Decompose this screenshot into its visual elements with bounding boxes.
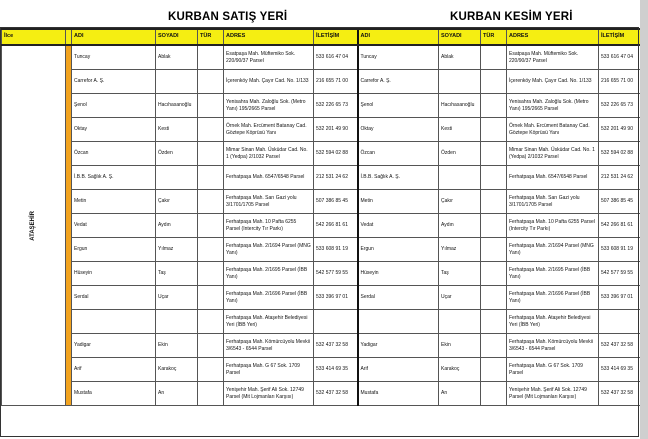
cell-left-adres: Ferhatpaşa Mah. 10 Pafta 6255 Parsel (Intercity Tır Parkı)	[224, 214, 314, 238]
cell-right-adi	[358, 310, 439, 334]
cell-left-soyadi: Karakoç	[156, 358, 198, 382]
cell-left-adres: İçerenköy Mah. Çayır Cad. No. 1/133	[224, 70, 314, 94]
cell-left-tur	[198, 94, 224, 118]
cell-right-iletisim: 533 616 47 04	[599, 45, 641, 70]
cell-right-tur	[481, 45, 507, 70]
cell-right-adres: Ferhatpaşa Mah. 2/1694 Parsel (MNG Yanı)	[507, 238, 599, 262]
table-row	[2, 382, 641, 406]
cell-left-adi: Vedat	[72, 214, 156, 238]
cell-right-tur	[481, 190, 507, 214]
cell-right-soyadi: Ekin	[439, 334, 481, 358]
cell-right-adi: Hüseyin	[358, 262, 439, 286]
cell-left-tur	[198, 238, 224, 262]
table-header-row	[2, 29, 641, 45]
cell-left-soyadi: Taş	[156, 262, 198, 286]
cell-left-tur	[198, 166, 224, 190]
cell-left-adres: Mimar Sinan Mah. Üsküdar Cad. No. 1 (Yedpa) 2/1032 Parsel	[224, 142, 314, 166]
cell-right-adres: Ferhatpaşa Mah. Sarı Gazi yolu 3/1701/1705 Parsel	[507, 190, 599, 214]
cell-right-iletisim: 212 531 24 62	[599, 166, 641, 190]
cell-right-adres: Örnek Mah. Ercüment Batanay Cad. Göztepe Köprüsü Yanı	[507, 118, 599, 142]
cell-right-tur	[481, 262, 507, 286]
cell-left-tur	[198, 334, 224, 358]
cell-right-adres: Ferhatpaşa Mah. Kömürcüyolu Mevkii 3/6543 - 6544 Parsel	[507, 334, 599, 358]
cell-left-soyadi: Ablak	[156, 45, 198, 70]
header-tur-left: TÜR	[198, 29, 224, 45]
cell-right-soyadi	[439, 310, 481, 334]
cell-right-iletisim: 216 655 71 00	[599, 70, 641, 94]
cell-left-iletisim: 533 608 91 19	[314, 238, 358, 262]
table-row	[2, 45, 641, 70]
cell-right-adi: Şenol	[358, 94, 439, 118]
cell-right-iletisim: 532 437 32 58	[599, 382, 641, 406]
cell-right-adres: Ferhatpaşa Mah. 6547/6548 Parsel	[507, 166, 599, 190]
cell-left-iletisim: 542 577 59 55	[314, 262, 358, 286]
cell-right-iletisim: 542 266 81 61	[599, 214, 641, 238]
cell-right-adi: Ergun	[358, 238, 439, 262]
table-row	[2, 238, 641, 262]
cell-right-soyadi: Yılmaz	[439, 238, 481, 262]
cell-left-tur	[198, 45, 224, 70]
table-row	[2, 214, 641, 238]
cell-left-soyadi: Çakır	[156, 190, 198, 214]
cell-left-adi: Metin	[72, 190, 156, 214]
cell-left-adi: Oktay	[72, 118, 156, 142]
cell-right-iletisim: 532 226 65 73	[599, 94, 641, 118]
header-iletisim-right: İLETİŞİM	[599, 29, 641, 45]
listing-table	[1, 28, 641, 406]
table-row	[2, 94, 641, 118]
district-name: ATAŞEHİR	[30, 210, 37, 241]
cell-left-adi: Şenol	[72, 94, 156, 118]
cell-left-adi: Carrefor A. Ş.	[72, 70, 156, 94]
cell-right-soyadi	[439, 166, 481, 190]
cell-left-soyadi: Kesti	[156, 118, 198, 142]
cell-left-adi: Yadigar	[72, 334, 156, 358]
cell-right-tur	[481, 94, 507, 118]
cell-right-soyadi: Taş	[439, 262, 481, 286]
cell-left-adres: Ferhatpaşa Mah. G 67 Sok. 1709 Parsel	[224, 358, 314, 382]
cell-left-tur	[198, 286, 224, 310]
header-adres-right: ADRES	[507, 29, 599, 45]
header-ilce: İlce	[2, 29, 66, 45]
district-cell	[2, 45, 66, 406]
cell-right-soyadi: Çakır	[439, 190, 481, 214]
cell-left-iletisim: 533 616 47 04	[314, 45, 358, 70]
cell-right-soyadi: Karakoç	[439, 358, 481, 382]
cell-right-adi: Metin	[358, 190, 439, 214]
cell-left-iletisim	[314, 310, 358, 334]
cell-left-adres: Yenişehir Mah. Şerif Ali Sok. 12749 Parsel (Mit Lojmanları Karşısı)	[224, 382, 314, 406]
cell-right-soyadi: Uçar	[439, 286, 481, 310]
cell-left-adi: Mustafa	[72, 382, 156, 406]
cell-right-tur	[481, 286, 507, 310]
cell-left-tur	[198, 214, 224, 238]
cell-left-adres: Ferhatpaşa Mah. 2/1694 Parsel (MNG Yanı)	[224, 238, 314, 262]
cell-right-tur	[481, 310, 507, 334]
cell-left-adi	[72, 310, 156, 334]
cell-right-iletisim: 533 396 97 01	[599, 286, 641, 310]
table-row	[2, 310, 641, 334]
cell-right-adi: Yadigar	[358, 334, 439, 358]
cell-left-tur	[198, 310, 224, 334]
cell-right-iletisim: 542 577 59 55	[599, 262, 641, 286]
header-soyadi-left: SOYADI	[156, 29, 198, 45]
cell-right-tur	[481, 334, 507, 358]
cell-left-iletisim: 212 531 24 62	[314, 166, 358, 190]
cell-left-iletisim: 533 396 97 01	[314, 286, 358, 310]
cell-left-tur	[198, 358, 224, 382]
title-kurban-satis-yeri: KURBAN SATIŞ YERİ	[168, 11, 288, 23]
viewer-scroll-gutter	[640, 0, 648, 439]
cell-left-tur	[198, 262, 224, 286]
cell-right-adi: Mustafa	[358, 382, 439, 406]
cell-right-soyadi: Özden	[439, 142, 481, 166]
cell-left-iletisim: 532 437 32 58	[314, 382, 358, 406]
cell-left-adi: Özcan	[72, 142, 156, 166]
cell-left-adres: Ferhatpaşa Mah. 2/1695 Parsel (İBB Yanı)	[224, 262, 314, 286]
cell-right-adi: Carrefor A. Ş.	[358, 70, 439, 94]
cell-right-soyadi: Ablak	[439, 45, 481, 70]
cell-right-soyadi	[439, 70, 481, 94]
cell-right-adres: Yenisahra Mah. Zaloğlu Sok. (Metro Yanı) 195/2665 Parsel	[507, 94, 599, 118]
cell-right-adi: Tuncay	[358, 45, 439, 70]
cell-right-adi: Arif	[358, 358, 439, 382]
cell-left-tur	[198, 142, 224, 166]
cell-left-adi: Ergun	[72, 238, 156, 262]
cell-right-adres: Ferhatpaşa Mah. 2/1695 Parsel (İBB Yanı)	[507, 262, 599, 286]
cell-right-iletisim: 533 608 91 19	[599, 238, 641, 262]
cell-right-soyadi: Hacıhasanoğlu	[439, 94, 481, 118]
cell-left-adres: Ferhatpaşa Mah. Sarı Gazi yolu 3/1701/1705 Parsel	[224, 190, 314, 214]
cell-left-adi: Serdal	[72, 286, 156, 310]
cell-right-adres: Ferhatpaşa Mah. G 67 Sok. 1709 Parsel	[507, 358, 599, 382]
cell-right-soyadi: Kesti	[439, 118, 481, 142]
cell-left-adres: Ferhatpaşa Mah. 6547/6548 Parsel	[224, 166, 314, 190]
cell-left-soyadi	[156, 70, 198, 94]
cell-left-adres: Ferhatpaşa Mah. 2/1696 Parsel (İBB Yanı)	[224, 286, 314, 310]
cell-left-adres: Örnek Mah. Ercüment Batanay Cad. Göztepe Köprüsü Yanı	[224, 118, 314, 142]
cell-right-adres: Mimar Sinan Mah. Üsküdar Cad. No. 1 (Yedpa) 2/1032 Parsel	[507, 142, 599, 166]
cell-left-iletisim: 532 437 32 58	[314, 334, 358, 358]
cell-right-iletisim: 532 201 49 90	[599, 118, 641, 142]
cell-left-iletisim: 542 266 81 61	[314, 214, 358, 238]
cell-left-iletisim: 532 594 02 88	[314, 142, 358, 166]
cell-right-iletisim	[599, 310, 641, 334]
header-tur-right: TÜR	[481, 29, 507, 45]
cell-left-tur	[198, 70, 224, 94]
cell-left-soyadi: Hacıhasanoğlu	[156, 94, 198, 118]
cell-right-adres: İçerenköy Mah. Çayır Cad. No. 1/133	[507, 70, 599, 94]
cell-right-iletisim: 533 414 69 35	[599, 358, 641, 382]
header-adi-right: ADI	[358, 29, 439, 45]
cell-left-iletisim: 533 414 69 35	[314, 358, 358, 382]
cell-left-soyadi	[156, 310, 198, 334]
cell-right-tur	[481, 118, 507, 142]
cell-right-iletisim: 532 594 02 88	[599, 142, 641, 166]
header-soyadi-right: SOYADI	[439, 29, 481, 45]
cell-right-adi: Oktay	[358, 118, 439, 142]
header-iletisim-left: İLETİŞİM	[314, 29, 358, 45]
cell-left-adi: Arif	[72, 358, 156, 382]
cell-left-soyadi	[156, 166, 198, 190]
cell-left-adi: Hüseyin	[72, 262, 156, 286]
table-row	[2, 262, 641, 286]
cell-left-tur	[198, 190, 224, 214]
cell-right-iletisim: 507 386 85 45	[599, 190, 641, 214]
cell-right-tur	[481, 358, 507, 382]
cell-left-iletisim: 532 201 49 90	[314, 118, 358, 142]
table-row	[2, 118, 641, 142]
cell-left-adres: Ferhatpaşa Mah. Ataşehir Belediyesi Yeri (İBB Yeri)	[224, 310, 314, 334]
table-row	[2, 166, 641, 190]
cell-right-adres: Yenişehir Mah. Şerif Ali Sok. 12749 Parsel (Mit Lojmanları Karşısı)	[507, 382, 599, 406]
cell-left-adres: Ferhatpaşa Mah. Kömürcüyolu Mevkii 3/6543 - 6544 Parsel	[224, 334, 314, 358]
header-adi-left: ADI	[72, 29, 156, 45]
cell-right-adi: Vedat	[358, 214, 439, 238]
cell-right-tur	[481, 70, 507, 94]
cell-right-adres: Ferhatpaşa Mah. 2/1696 Parsel (İBB Yanı)	[507, 286, 599, 310]
cell-left-adi: Tuncay	[72, 45, 156, 70]
title-kurban-kesim-yeri: KURBAN KESİM YERİ	[450, 11, 573, 23]
cell-right-adi: Serdal	[358, 286, 439, 310]
cell-left-soyadi: Özden	[156, 142, 198, 166]
cell-left-iletisim: 532 226 65 73	[314, 94, 358, 118]
cell-right-adres: Ferhatpaşa Mah. 10 Pafta 6255 Parsel (Intercity Tır Parkı)	[507, 214, 599, 238]
table-row	[2, 142, 641, 166]
cell-right-iletisim: 532 437 32 58	[599, 334, 641, 358]
cell-right-soyadi: Arı	[439, 382, 481, 406]
cell-left-soyadi: Uçar	[156, 286, 198, 310]
cell-right-tur	[481, 214, 507, 238]
cell-left-soyadi: Yılmaz	[156, 238, 198, 262]
cell-right-tur	[481, 166, 507, 190]
cell-left-adi: İ.B.B. Sağlık A. Ş.	[72, 166, 156, 190]
cell-right-soyadi: Aydın	[439, 214, 481, 238]
cell-right-adi: Özcan	[358, 142, 439, 166]
cell-right-adi: İ.B.B. Sağlık A. Ş.	[358, 166, 439, 190]
cell-right-adres: Ferhatpaşa Mah. Ataşehir Belediyesi Yeri (İBB Yeri)	[507, 310, 599, 334]
cell-left-adres: Yenisahra Mah. Zaloğlu Sok. (Metro Yanı) 195/2665 Parsel	[224, 94, 314, 118]
cell-left-tur	[198, 118, 224, 142]
cell-left-soyadi: Ekin	[156, 334, 198, 358]
cell-left-soyadi: Arı	[156, 382, 198, 406]
cell-right-tur	[481, 142, 507, 166]
cell-left-iletisim: 216 655 71 00	[314, 70, 358, 94]
table-row	[2, 70, 641, 94]
cell-left-adres: Esatpaşa Mah. Müftemiko Sok. 220/90/37 Parsel	[224, 45, 314, 70]
header-adres-left: ADRES	[224, 29, 314, 45]
table-row	[2, 358, 641, 382]
table-row	[2, 334, 641, 358]
cell-right-adres: Esatpaşa Mah. Müftemiko Sok. 220/90/37 Parsel	[507, 45, 599, 70]
table-row	[2, 286, 641, 310]
cell-left-soyadi: Aydın	[156, 214, 198, 238]
cell-left-tur	[198, 382, 224, 406]
table-row	[2, 190, 641, 214]
cell-right-tur	[481, 382, 507, 406]
cell-left-iletisim: 507 386 85 45	[314, 190, 358, 214]
cell-right-tur	[481, 238, 507, 262]
